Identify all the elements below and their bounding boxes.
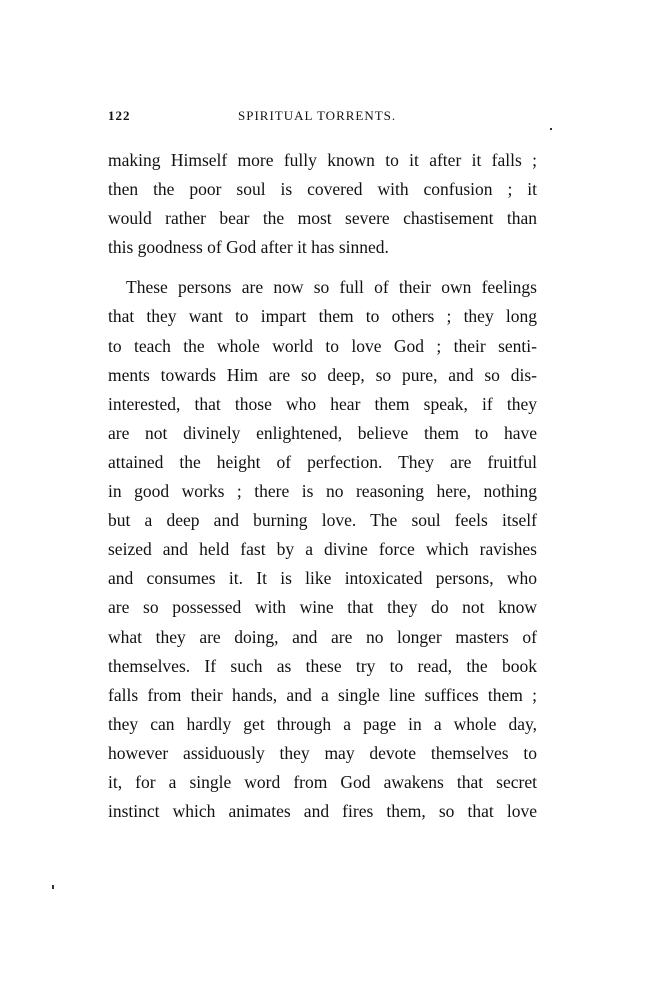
scan-speck [550, 128, 552, 130]
paragraph [108, 273, 537, 826]
running-title: SPIRITUAL TORRENTS. [238, 108, 397, 123]
text-line: making Himself more fully known to it after it falls ; [108, 150, 537, 170]
text-line: seized and held fast by a divine force which ravishes [108, 539, 537, 560]
scan-speck [52, 885, 54, 889]
text-line: interested, that those who hear them speak, if they [108, 393, 537, 414]
page-body [108, 146, 537, 826]
text-line: attained the height of perfection. They are fruitful [108, 451, 537, 472]
text-line: this goodness of God after it has sinned. [108, 237, 389, 258]
text-line: would rather bear the most severe chastisement than [108, 208, 537, 229]
text-line: instinct which animates and fires them, so that love [108, 801, 537, 822]
text-line: then the poor soul is covered with confusion ; it [108, 179, 537, 200]
text-line: but a deep and burning love. The soul feels itself [108, 510, 537, 531]
text-line: however assiduously they may devote themselves to [108, 742, 537, 763]
page-header [108, 108, 538, 128]
text-line: that they want to impart them to others ; they long [108, 306, 537, 327]
text-line: These persons are now so full of their own feelings [126, 277, 537, 298]
text-line: are not divinely enlightened, believe them to have [108, 422, 537, 443]
text-line: to teach the whole world to love God ; their senti- [108, 335, 537, 356]
text-line: it, for a single word from God awakens that secret [108, 771, 537, 792]
text-line: in good works ; there is no reasoning here, nothing [108, 481, 537, 502]
text-line: are so possessed with wine that they do not know [108, 597, 537, 618]
text-line: and consumes it. It is like intoxicated persons, who [108, 568, 537, 589]
page-number: 122 [108, 108, 131, 123]
paragraph [108, 146, 537, 262]
text-line: ments towards Him are so deep, so pure, and so dis- [108, 364, 537, 385]
text-line: themselves. If such as these try to read, the book [108, 655, 537, 676]
text-line: what they are doing, and are no longer masters of [108, 626, 537, 647]
text-line: they can hardly get through a page in a whole day, [108, 713, 537, 734]
text-line: falls from their hands, and a single line suffices them ; [108, 684, 537, 705]
